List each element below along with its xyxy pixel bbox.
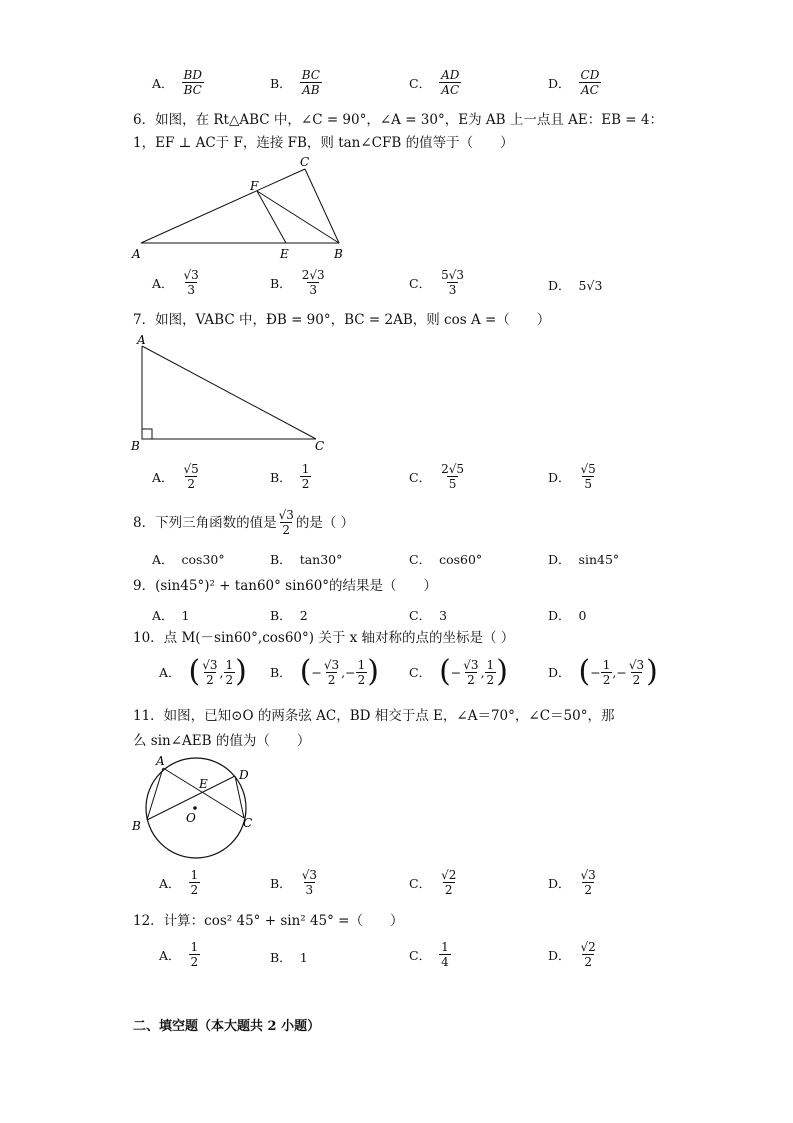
q12-option-b[interactable]: B． 1 <box>270 949 308 965</box>
q6-label-f: F <box>250 179 259 193</box>
q7-label-b: B <box>131 439 140 453</box>
q12-option-c[interactable]: C． $\frac{1}{4}$ <box>409 940 449 969</box>
q5-option-a[interactable]: A． $\frac{BD}{BC}$ <box>152 68 202 97</box>
q11-option-c[interactable]: C． $\frac{√2}{2}$ <box>409 868 457 897</box>
q7-figure <box>128 332 333 454</box>
q9-option-b[interactable]: B． 2 <box>270 607 308 623</box>
q10-option-a[interactable]: A． ( $\frac{√3}{2}$ , $\frac{1}{2}$ ) <box>159 654 247 689</box>
q8-text: 8．下列三角函数的值是 $\frac{√3}{2}$ 的是（ ） <box>133 508 355 537</box>
q6-label-e: E <box>280 247 289 261</box>
q7-option-c[interactable]: C． $\frac{2√5}{5}$ <box>409 462 464 491</box>
q11-label-a: A <box>156 754 165 768</box>
q8-option-a[interactable]: A． cos30° <box>152 551 225 567</box>
q11-option-d[interactable]: D． $\frac{√3}{2}$ <box>548 868 596 897</box>
q6-option-d[interactable]: D． 5√3 <box>548 277 603 293</box>
q6-label-c: C <box>300 155 310 169</box>
q11-label-c: C <box>243 816 253 830</box>
q11-label-e: E <box>199 777 208 791</box>
q7-label-a: A <box>137 333 146 347</box>
q12-option-d[interactable]: D． $\frac{√2}{2}$ <box>548 940 596 969</box>
q11-figure <box>128 750 263 862</box>
q12-text: 12．计算：cos² 45° + sin² 45° =（ ） <box>133 913 404 929</box>
q9-text: 9．(sin45°)² + tan60° sin60°的结果是（ ） <box>133 578 438 594</box>
q10-option-c[interactable]: C． ( − $\frac{√3}{2}$ , $\frac{1}{2}$ ) <box>409 654 508 689</box>
q6-option-c[interactable]: C． $\frac{5√3}{3}$ <box>409 268 464 297</box>
q9-option-c[interactable]: C． 3 <box>409 607 448 623</box>
q6-figure <box>128 152 348 264</box>
q6-text-line1: 6．如图，在 Rt△ABC 中，∠C = 90°，∠A = 30°，E为 AB 上一点且 AE：EB = 4： <box>133 112 663 128</box>
q7-option-a[interactable]: A． $\frac{√5}{2}$ <box>152 462 199 491</box>
q7-text: 7．如图，VABC 中，ÐB = 90°，BC = 2AB，则 cos A =（ ） <box>133 312 551 328</box>
q11-label-o: O <box>186 811 196 825</box>
q6-option-b[interactable]: B． $\frac{2√3}{3}$ <box>270 268 325 297</box>
q11-text-line2: 么 sin∠AEB 的值为（ ） <box>133 733 311 749</box>
q10-text: 10．点 M(－sin60°,cos60°) 关于 x 轴对称的点的坐标是（ ） <box>133 630 515 646</box>
q7-option-d[interactable]: D． $\frac{√5}{5}$ <box>548 462 596 491</box>
q11-option-a[interactable]: A． $\frac{1}{2}$ <box>159 868 199 897</box>
q7-option-b[interactable]: B． $\frac{1}{2}$ <box>270 462 310 491</box>
q5-option-d[interactable]: D． $\frac{CD}{AC}$ <box>548 68 600 97</box>
q6-text-line2: 1，EF ⊥ AC于 F，连接 FB，则 tan∠CFB 的值等于（ ） <box>133 135 514 151</box>
q12-option-a[interactable]: A． $\frac{1}{2}$ <box>159 940 199 969</box>
q11-option-b[interactable]: B． $\frac{√3}{3}$ <box>270 868 317 897</box>
section-2-title: 二、填空题（本大题共 2 小题） <box>133 1019 321 1034</box>
q5-option-c[interactable]: C． $\frac{AD}{AC}$ <box>409 68 460 97</box>
q11-text-line1: 11．如图，已知⊙O 的两条弦 AC，BD 相交于点 E，∠A＝70°，∠C＝50°，那 <box>133 708 615 724</box>
q11-label-b: B <box>132 819 141 833</box>
q6-label-a: A <box>132 247 141 261</box>
q10-option-b[interactable]: B． ( − $\frac{√3}{2}$ , − $\frac{1}{2}$ ) <box>270 654 379 689</box>
q6-option-a[interactable]: A． $\frac{√3}{3}$ <box>152 268 199 297</box>
q7-label-c: C <box>315 439 325 453</box>
q8-option-b[interactable]: B． tan30° <box>270 551 343 567</box>
q8-option-c[interactable]: C． cos60° <box>409 551 483 567</box>
q6-label-b: B <box>334 247 343 261</box>
q5-option-b[interactable]: B． $\frac{BC}{AB}$ <box>270 68 320 97</box>
q9-option-d[interactable]: D． 0 <box>548 607 587 623</box>
q10-option-d[interactable]: D． ( − $\frac{1}{2}$ , − $\frac{√3}{2}$ ) <box>548 654 658 689</box>
q9-option-a[interactable]: A． 1 <box>152 607 190 623</box>
q8-option-d[interactable]: D． sin45° <box>548 551 620 567</box>
q11-label-d: D <box>239 768 249 782</box>
